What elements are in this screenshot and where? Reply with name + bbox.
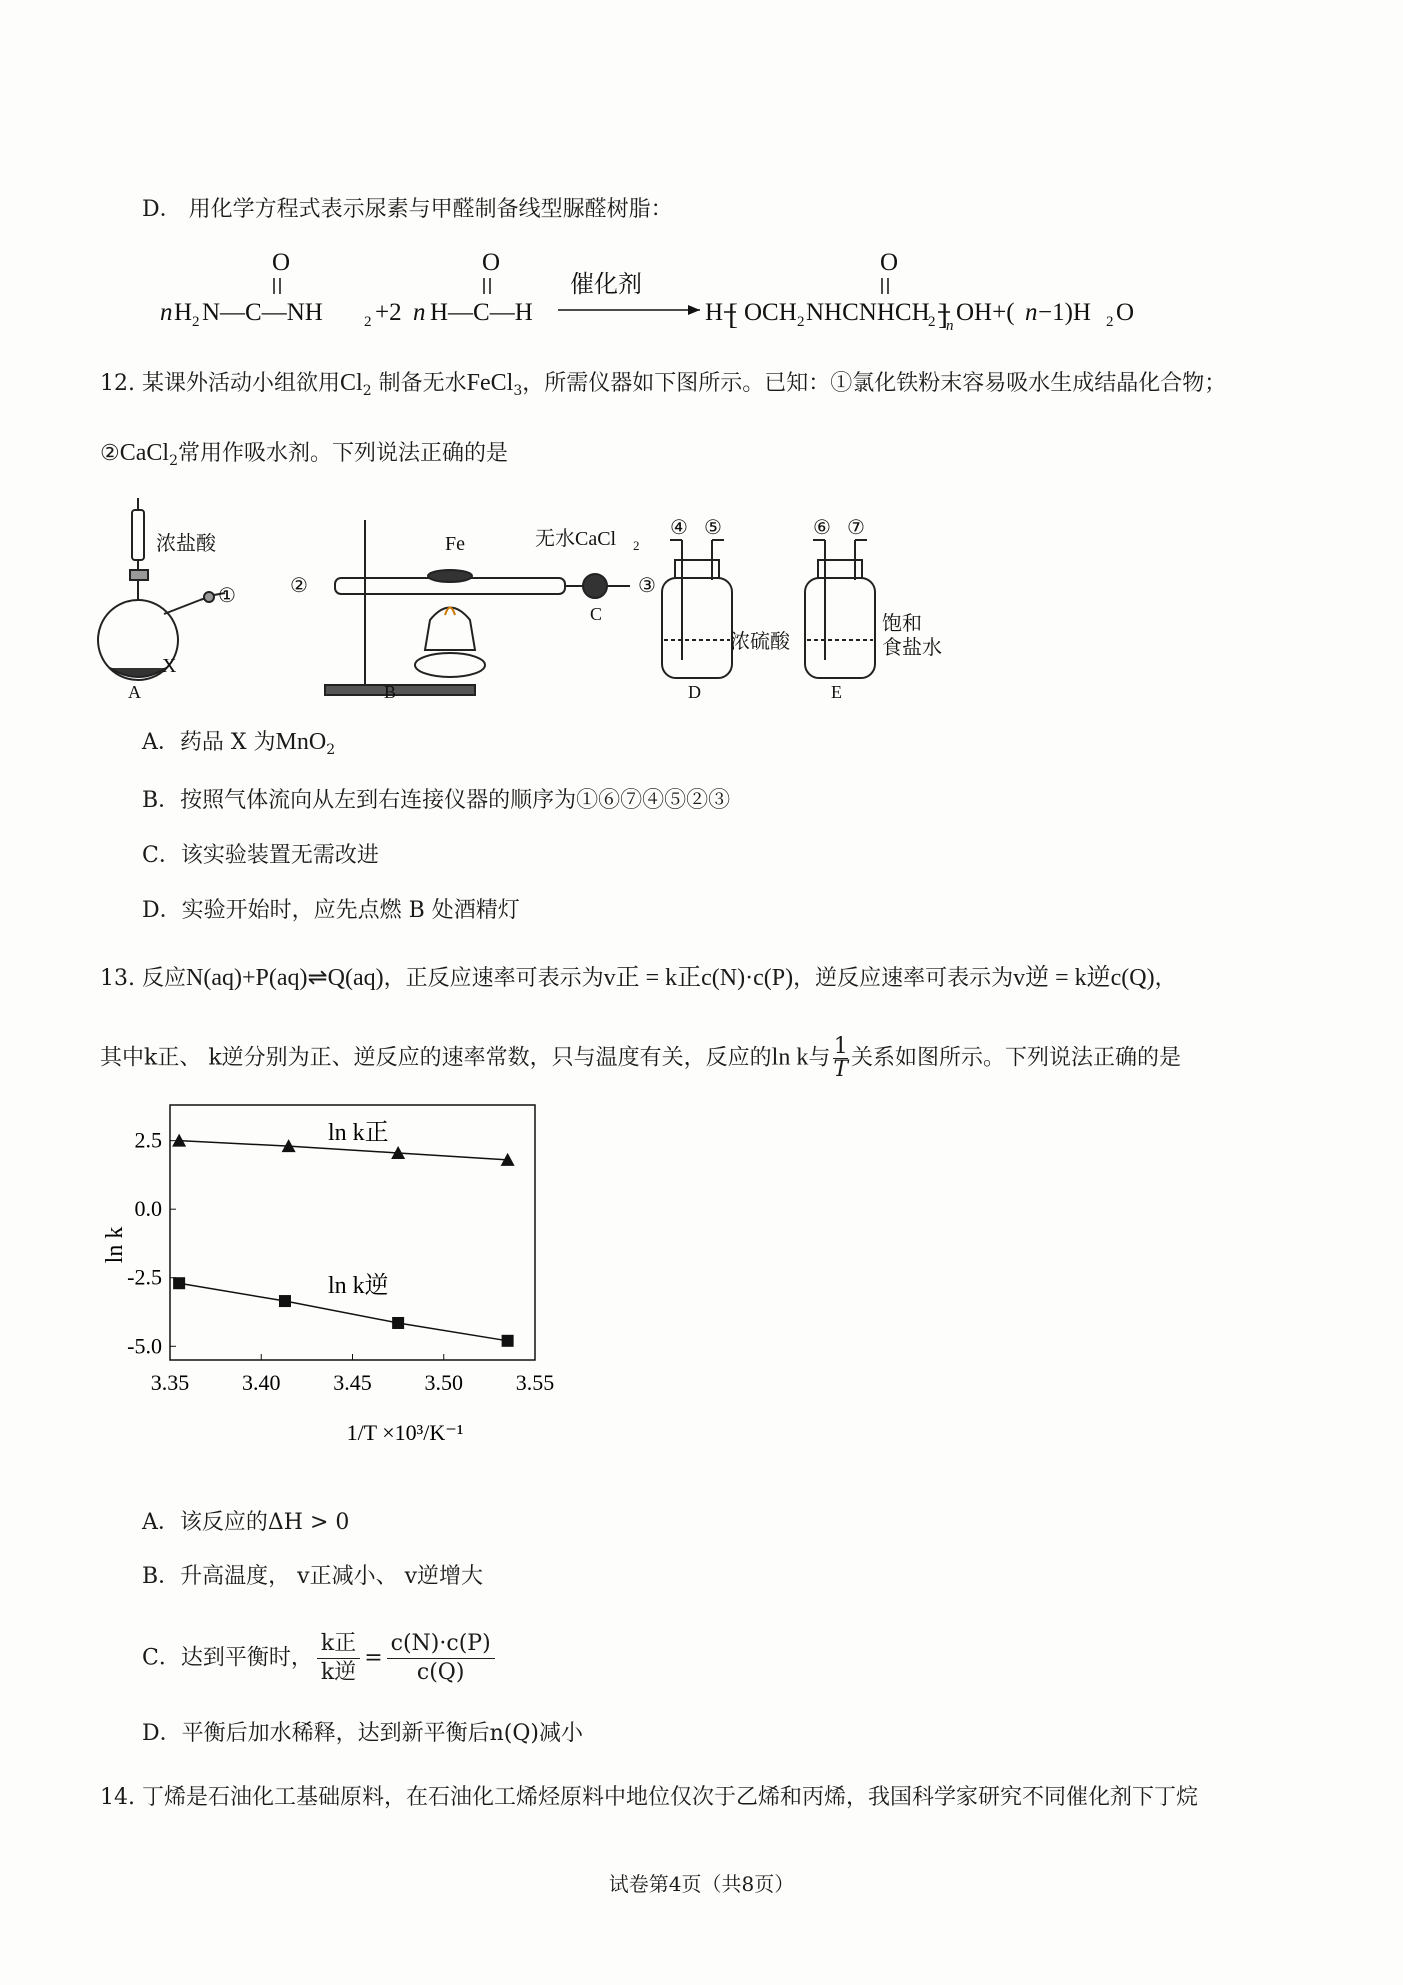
- lnk-chart: [90, 1085, 560, 1475]
- q13-option-b: [142, 1562, 483, 1592]
- eq-product-n: n: [1025, 299, 1038, 326]
- option-text: 该实验装置无需改进: [180, 843, 379, 868]
- apparatus-d: [662, 540, 732, 678]
- lnk: ln k: [771, 1044, 809, 1071]
- q12-text-2a: ②: [100, 441, 120, 466]
- chem-cl2: Cl: [340, 370, 363, 396]
- q13-option-c: [142, 1630, 499, 1687]
- option-text: 该反应的ΔH > 0: [179, 1510, 350, 1535]
- svg-text:n: n: [946, 318, 954, 334]
- reverse-rate: v逆 = k逆c(Q): [1013, 965, 1155, 991]
- q12-option-d: [142, 896, 520, 926]
- option-text: 实验开始时，应先点燃 B 处酒精灯: [181, 898, 520, 923]
- port-4: ④: [670, 517, 688, 539]
- q13-text-1d: ，: [1154, 966, 1177, 991]
- x-tick-label: 3.40: [242, 1370, 281, 1395]
- data-point: [392, 1317, 404, 1329]
- chem-mno2: MnO: [275, 729, 327, 755]
- q13-text-1b: ，正反应速率可表示为: [383, 966, 604, 991]
- equals-sign: =: [364, 1645, 383, 1671]
- label-d: D: [688, 682, 701, 700]
- port-1: ①: [218, 585, 236, 607]
- eq-catalyst: 催化剂: [570, 272, 642, 298]
- option-letter: D．: [142, 1721, 182, 1746]
- port-3: ③: [638, 575, 656, 597]
- q14-text: 丁烯是石油化工基础原料，在石油化工烯烃原料中地位仅次于乙烯和丙烯，我国科学家研究不同催化剂下丁烷: [142, 1785, 1199, 1810]
- data-point: [173, 1277, 185, 1289]
- question-number: 12.: [100, 371, 135, 396]
- chem-fecl3: FeCl: [466, 370, 514, 396]
- series-label-forward: ln k正: [328, 1120, 389, 1146]
- q12-option-b: [142, 786, 730, 816]
- option-letter: A．: [142, 1510, 180, 1535]
- carbonyl-o-2: O: [482, 249, 501, 276]
- concentration-ratio: $\frac{c(N)\cdot c(P)}{c(Q)}$: [387, 1630, 495, 1687]
- q12-text-1c: ，所需仪器如下图所示。已知：①氯化铁粉末容易吸水生成结晶化合物；: [522, 371, 1227, 396]
- fraction-1-over-t: $\frac{1}{T}$: [833, 1034, 849, 1082]
- q11-option-d: [142, 195, 673, 225]
- q14-stem: [100, 1783, 1198, 1813]
- label-conc-hcl: 浓盐酸: [156, 533, 216, 555]
- q13-text-1a: 反应: [142, 966, 187, 991]
- q13-text-2b: 与: [808, 1045, 831, 1071]
- y-axis-label: ln k: [102, 1226, 128, 1264]
- k-ratio: $\frac{\text{k正}}{\text{k逆}}$: [317, 1630, 360, 1687]
- eq-h: H: [174, 299, 193, 326]
- port-7: ⑦: [847, 517, 865, 539]
- chem-cacl2: CaCl: [119, 440, 170, 466]
- label-brine: 食盐水: [882, 637, 942, 659]
- q12-option-c: [142, 841, 379, 871]
- svg-text:2: 2: [633, 538, 640, 553]
- label-a: A: [128, 682, 141, 700]
- x-tick-label: 3.50: [424, 1370, 463, 1395]
- svg-text:]: ]: [938, 298, 948, 331]
- q12-text-1a: 某课外活动小组欲用: [142, 371, 341, 396]
- apparatus-figure: [90, 490, 990, 700]
- svg-text:2: 2: [928, 314, 936, 330]
- page-footer: 试卷第4页（共8页）: [608, 1872, 795, 1896]
- apparatus-e: [805, 540, 875, 678]
- x-tick-label: 3.45: [333, 1370, 372, 1395]
- option-text: 药品 X 为: [179, 730, 276, 755]
- svg-text:2: 2: [1106, 314, 1114, 330]
- eq-product-body: OCH: [744, 299, 797, 326]
- x-axis-label: 1/T ×10³/K⁻¹: [346, 1420, 464, 1445]
- question-number: 13.: [100, 966, 135, 991]
- q12-text-2b: 常用作吸水剂。下列说法正确的是: [178, 441, 509, 466]
- eq-sub2: 2: [192, 314, 200, 330]
- label-b: B: [384, 682, 397, 700]
- svg-text:2: 2: [364, 314, 372, 330]
- y-tick-label: 0.0: [134, 1196, 162, 1222]
- option-text: 用化学方程式表示尿素与甲醛制备线型脲醛树脂：: [188, 197, 673, 222]
- option-text: 平衡后加水稀释，达到新平衡后n(Q)减小: [181, 1721, 584, 1746]
- label-e: E: [831, 682, 842, 700]
- q13-option-d: [142, 1719, 583, 1749]
- label-x: X: [162, 655, 177, 677]
- apparatus-a: [98, 498, 225, 680]
- port-5: ⑤: [704, 517, 722, 539]
- option-text: 按照气体流向从左到右连接仪器的顺序为①⑥⑦④⑤②③: [180, 788, 731, 813]
- data-point: [279, 1295, 291, 1307]
- carbonyl-o-1: O: [272, 249, 291, 276]
- eq-product-oh: OH+(: [956, 299, 1015, 326]
- urea-equation: [160, 240, 1200, 340]
- q12-stem-line1: 12. 某课外活动小组欲用$Cl_2$ 制备无水FeCl$_3$，所需仪器如下图所示。已知：①氯化铁粉末容易吸水生成结晶化合物；: [100, 370, 1227, 399]
- label-conc-h2so4: 浓硫酸: [730, 631, 790, 653]
- svg-text:2: 2: [797, 314, 805, 330]
- carbonyl-o-3: O: [880, 249, 899, 276]
- data-point: [502, 1335, 514, 1347]
- option-letter: D．: [142, 898, 182, 923]
- option-letter: C．: [142, 843, 181, 868]
- y-tick-label: -5.0: [127, 1333, 162, 1359]
- port-2: ②: [290, 575, 308, 597]
- eq-urea: N—C—NH: [202, 299, 323, 326]
- reaction-equation: N(aq)+P(aq)⇌Q(aq): [186, 965, 384, 991]
- y-tick-label: 2.5: [134, 1127, 162, 1153]
- eq-plus: +2: [375, 299, 402, 326]
- q12-stem-line2: ②CaCl$_2$常用作吸水剂。下列说法正确的是: [100, 440, 509, 469]
- eq-product-h: H: [705, 299, 724, 326]
- option-letter: B．: [142, 788, 181, 813]
- option-letter: B．: [142, 1564, 181, 1589]
- x-tick-label: 3.35: [150, 1370, 190, 1395]
- option-text: 升高温度， v正减小、 v逆增大: [180, 1564, 484, 1589]
- port-6: ⑥: [813, 517, 831, 539]
- option-text: 达到平衡时，: [180, 1645, 313, 1671]
- label-saturated: 饱和: [882, 613, 922, 635]
- q13-option-a: [142, 1508, 349, 1538]
- svg-text:[: [: [728, 298, 738, 331]
- q12-option-a: A．药品 X 为MnO$_2$: [142, 729, 336, 758]
- series-label-reverse: ln k逆: [328, 1273, 389, 1299]
- question-number: 14.: [100, 1785, 135, 1810]
- q13-text-2a: 其中k正、 k逆分别为正、逆反应的速率常数，只与温度有关，反应的: [100, 1045, 772, 1071]
- label-fe: Fe: [445, 533, 465, 555]
- q13-text-1c: ，逆反应速率可表示为: [793, 966, 1014, 991]
- q13-stem-line2: [100, 1036, 1181, 1081]
- forward-rate: v正 = k正c(N)·c(P): [603, 965, 794, 991]
- label-cacl2: 无水CaCl: [535, 528, 617, 550]
- q13-stem-line1: [100, 963, 1177, 994]
- eq-product-tail: −1)H: [1038, 299, 1091, 326]
- eq-hcho: H—C—H: [430, 299, 533, 326]
- option-letter: D．: [142, 197, 182, 222]
- option-letter: A．: [142, 730, 180, 755]
- svg-text:n: n: [413, 299, 426, 326]
- q12-text-1b: 制备无水: [378, 371, 467, 396]
- q13-text-2c: 关系如图所示。下列说法正确的是: [851, 1045, 1182, 1071]
- eq-n: n: [160, 299, 173, 326]
- x-tick-label: 3.55: [515, 1370, 555, 1395]
- option-letter: C．: [142, 1645, 181, 1671]
- eq-product-body2: NHCNHCH: [806, 299, 930, 326]
- label-c: C: [590, 604, 603, 624]
- eq-product-o: O: [1116, 299, 1135, 326]
- y-tick-label: -2.5: [127, 1264, 162, 1290]
